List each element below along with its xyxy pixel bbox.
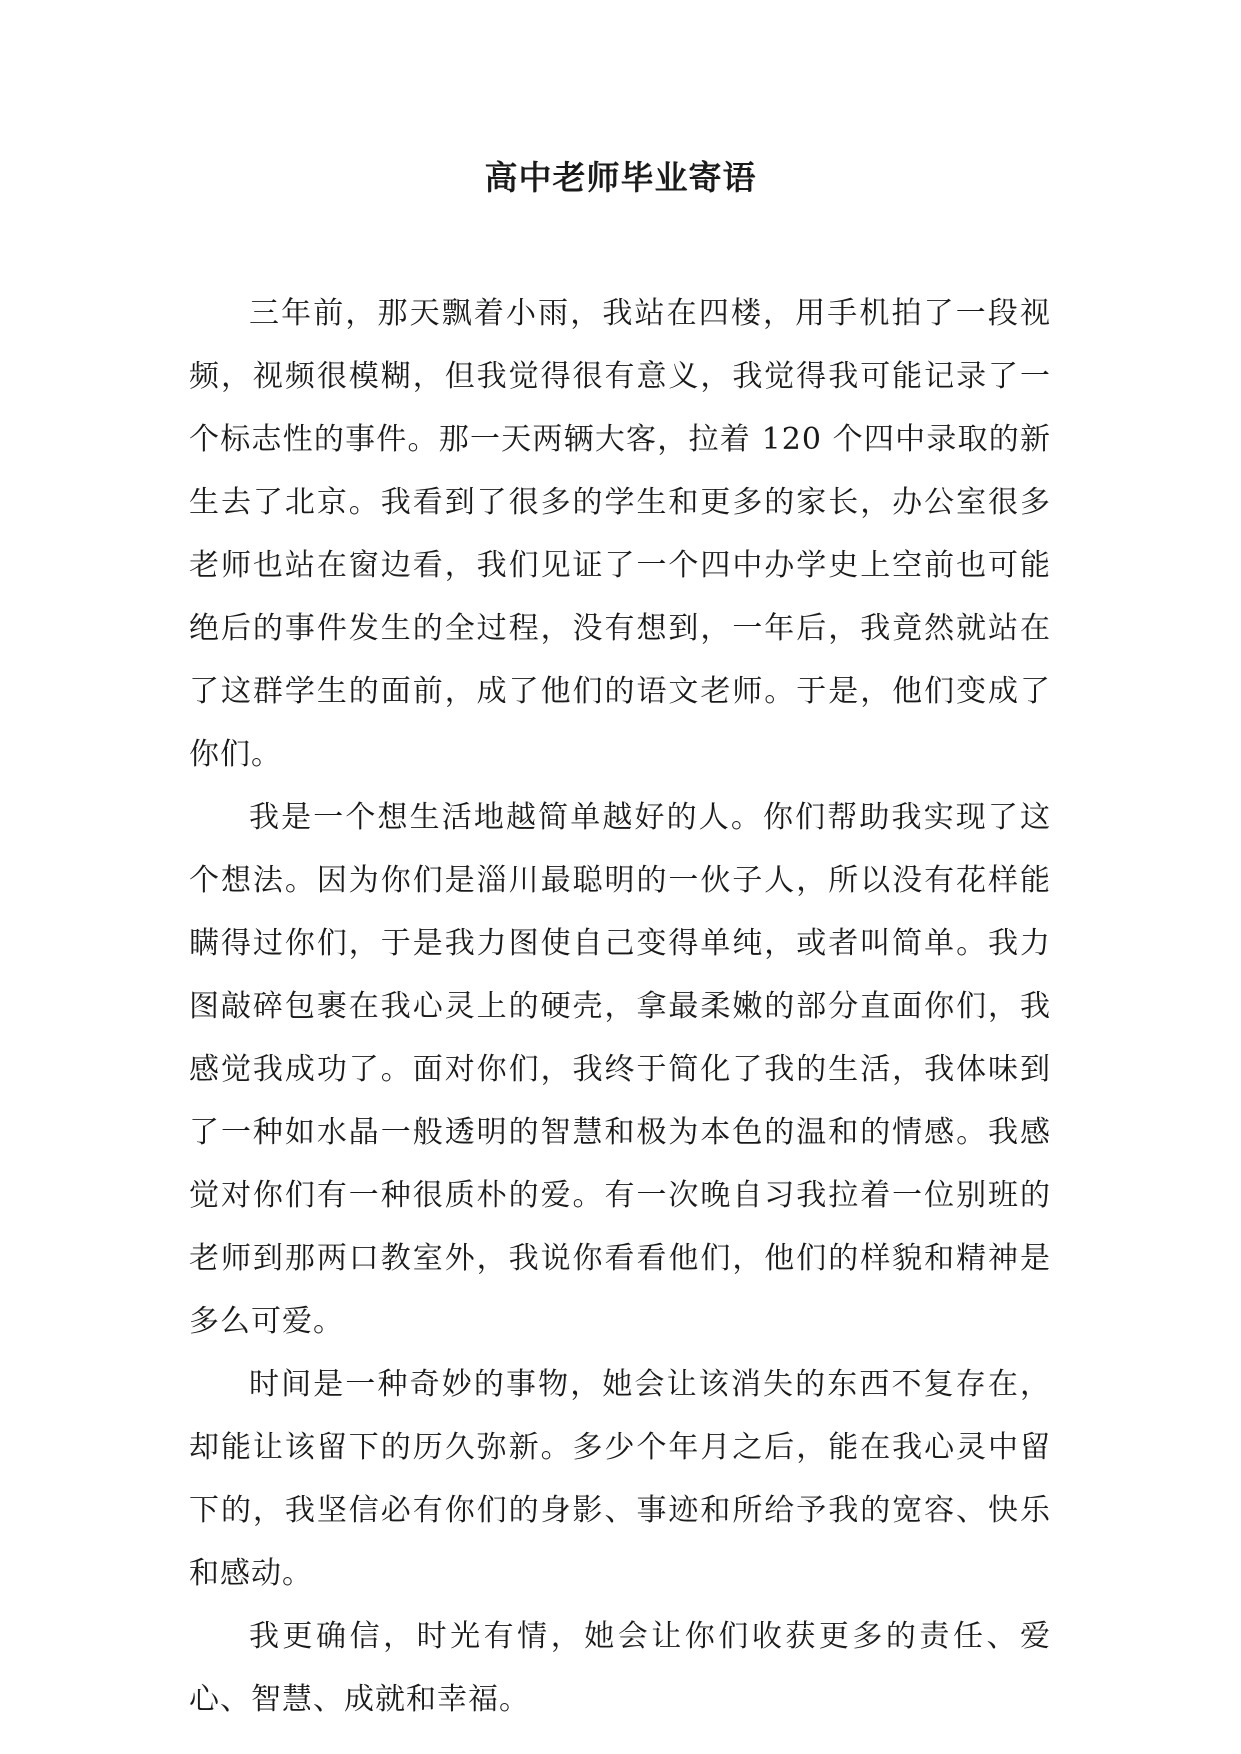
paragraph: 我是一个想生活地越简单越好的人。你们帮助我实现了这个想法。因为你们是淄川最聪明的一伙子人，所以没有花样能瞒得过你们，于是我力图使自己变得单纯，或者叫简单。我力图敲碎包裹在我心灵上的硬壳，拿最柔嫩的部分直面你们，我感觉我成功了。面对你们，我终于简化了我的生活，我体味到了一种如水晶一般透明的智慧和极为本色的温和的情感。我感觉对你们有一种很质朴的爱。有一次晚自习我拉着一位别班的老师到那两口教室外，我说你看看他们，他们的样貌和精神是多么可爱。 — [189, 800, 1051, 1339]
paragraph: 时间是一种奇妙的事物，她会让该消失的东西不复存在，却能让该留下的历久弥新。多少个年月之后，能在我心灵中留下的，我坚信必有你们的身影、事迹和所给予我的宽容、快乐和感动。 — [189, 1367, 1051, 1591]
document-body — [189, 282, 1051, 1731]
paragraph: 我更确信，时光有情，她会让你们收获更多的责任、爱心、智慧、成就和幸福。 — [189, 1619, 1051, 1717]
document-title: 高中老师毕业寄语 — [484, 158, 757, 197]
paragraph: 三年前，那天飘着小雨，我站在四楼，用手机拍了一段视频，视频很模糊，但我觉得很有意义，我觉得我可能记录了一个标志性的事件。那一天两辆大客，拉着 120 个四中录取的新生去了北京。我看到了很多的学生和更多的家长，办公室很多老师也站在窗边看，我们见证了一个四中办学史上空前也可能绝后的事件发生的全过程，没有想到，一年后，我竟然就站在了这群学生的面前，成了他们的语文老师。于是，他们变成了你们。 — [189, 296, 1051, 772]
